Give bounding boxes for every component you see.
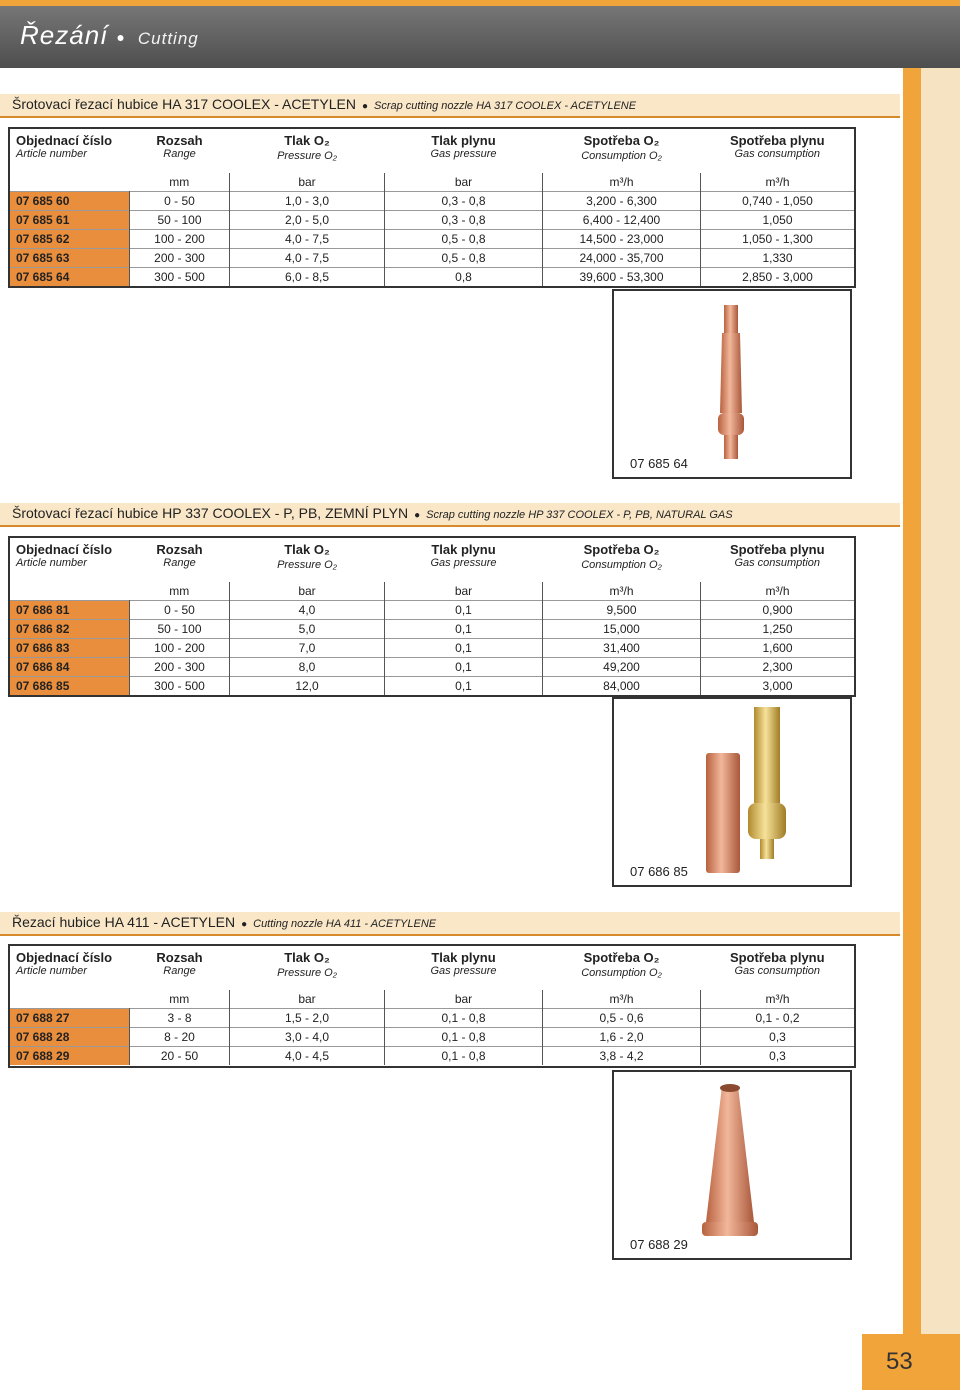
unit-pressure-o2: bar bbox=[230, 173, 385, 192]
unit-pressure-o2: bar bbox=[230, 990, 385, 1009]
cell-range: 0 - 50 bbox=[130, 192, 230, 211]
product-image-label: 07 686 85 bbox=[630, 864, 688, 879]
bullet-icon: ● bbox=[361, 101, 368, 112]
unit-pressure-o2: bar bbox=[230, 582, 385, 601]
cell-consumption-o2: 3,200 - 6,300 bbox=[543, 192, 701, 211]
section-title bbox=[0, 94, 900, 118]
unit-gas-consumption: m³/h bbox=[765, 584, 790, 598]
cell-gas-pressure: 0,1 bbox=[385, 601, 543, 620]
table-row bbox=[10, 249, 854, 268]
nozzle-base bbox=[724, 435, 738, 459]
page-number-tab bbox=[862, 1334, 960, 1390]
cell-gas-pressure: 0,1 - 0,8 bbox=[385, 1028, 543, 1047]
col-header-pressure-o2-en: Pressure O₂ bbox=[277, 967, 337, 979]
cell-article-number: 07 688 27 bbox=[10, 1009, 130, 1028]
table-row bbox=[10, 192, 854, 211]
bullet-icon: ● bbox=[414, 510, 421, 521]
cell-gas-consumption: 3,000 bbox=[701, 677, 855, 696]
table-row bbox=[10, 268, 854, 287]
col-header-article-en: Article number bbox=[16, 557, 87, 569]
cell-gas-consumption: 1,050 bbox=[701, 211, 855, 230]
cell-range: 0 - 50 bbox=[130, 601, 230, 620]
cell-consumption-o2: 31,400 bbox=[543, 639, 701, 658]
cell-article-number: 07 686 85 bbox=[10, 677, 130, 696]
unit-gas-pressure: bar bbox=[385, 582, 543, 601]
unit-range: mm bbox=[130, 990, 230, 1009]
col-header-gas-consumption-en: Gas consumption bbox=[734, 557, 821, 569]
col-header-article: Objednací číslo bbox=[16, 950, 113, 965]
col-header-range: Rozsah bbox=[156, 133, 203, 148]
col-header-article: Objednací číslo bbox=[16, 133, 113, 148]
cell-gas-pressure: 0,1 bbox=[385, 658, 543, 677]
col-header-consumption-o2: Spotřeba O₂ bbox=[583, 542, 660, 557]
section-title-en: Scrap cutting nozzle HA 317 COOLEX - ACETYLENE bbox=[373, 100, 637, 112]
cell-gas-pressure: 0,1 - 0,8 bbox=[385, 1047, 543, 1066]
page-header bbox=[0, 0, 960, 68]
table-row bbox=[10, 639, 854, 658]
section-title-en: Cutting nozzle HA 411 - ACETYLENE bbox=[253, 918, 437, 930]
cell-pressure-o2: 4,0 - 7,5 bbox=[230, 249, 385, 268]
cell-gas-pressure: 0,1 bbox=[385, 677, 543, 696]
cell-range: 100 - 200 bbox=[130, 639, 230, 658]
cell-article-number: 07 686 84 bbox=[10, 658, 130, 677]
col-header-gas-consumption: Spotřeba plynu bbox=[729, 133, 825, 148]
table-row bbox=[10, 1028, 854, 1047]
cell-gas-consumption: 0,900 bbox=[701, 601, 855, 620]
cell-pressure-o2: 4,0 bbox=[230, 601, 385, 620]
cell-pressure-o2: 4,0 - 4,5 bbox=[230, 1047, 385, 1066]
nozzle-cone bbox=[706, 1086, 754, 1222]
cell-article-number: 07 685 60 bbox=[10, 192, 130, 211]
cell-article-number: 07 686 83 bbox=[10, 639, 130, 658]
col-header-range: Rozsah bbox=[156, 950, 203, 965]
col-header-pressure-o2-en: Pressure O₂ bbox=[277, 559, 337, 571]
cell-gas-pressure: 0,1 bbox=[385, 620, 543, 639]
cell-range: 300 - 500 bbox=[130, 677, 230, 696]
cell-article-number: 07 688 29 bbox=[10, 1047, 130, 1066]
nozzle-image bbox=[614, 291, 850, 477]
cell-consumption-o2: 39,600 - 53,300 bbox=[543, 268, 701, 287]
cell-range: 200 - 300 bbox=[130, 249, 230, 268]
table-row bbox=[10, 601, 854, 620]
col-header-consumption-o2-en: Consumption O₂ bbox=[581, 967, 662, 979]
header-subtitle-en: Cutting bbox=[137, 29, 199, 48]
col-header-gas-consumption-en: Gas consumption bbox=[734, 148, 821, 160]
col-header-gas-pressure-en: Gas pressure bbox=[430, 557, 497, 569]
nozzle-copper bbox=[706, 753, 740, 873]
col-header-pressure-o2: Tlak O₂ bbox=[284, 950, 330, 965]
cell-pressure-o2: 12,0 bbox=[230, 677, 385, 696]
col-header-gas-consumption: Spotřeba plynu bbox=[729, 950, 825, 965]
col-header-range-en: Range bbox=[163, 965, 196, 977]
product-image-box bbox=[612, 1070, 852, 1260]
table-row bbox=[10, 211, 854, 230]
col-header-gas-consumption: Spotřeba plynu bbox=[729, 542, 825, 557]
col-header-consumption-o2: Spotřeba O₂ bbox=[583, 133, 660, 148]
cell-consumption-o2: 6,400 - 12,400 bbox=[543, 211, 701, 230]
cell-article-number: 07 685 64 bbox=[10, 268, 130, 287]
nozzle-body bbox=[720, 333, 742, 413]
nozzle-tip-holes bbox=[720, 1084, 740, 1092]
cell-gas-pressure: 0,1 - 0,8 bbox=[385, 1009, 543, 1028]
header-title-cz: Řezání bbox=[20, 20, 109, 50]
nozzle-brass-fins bbox=[754, 707, 780, 803]
product-image-label: 07 688 29 bbox=[630, 1237, 688, 1252]
cell-article-number: 07 688 28 bbox=[10, 1028, 130, 1047]
nozzle-base-ring bbox=[702, 1222, 758, 1236]
cell-gas-consumption: 1,330 bbox=[701, 249, 855, 268]
cell-consumption-o2: 49,200 bbox=[543, 658, 701, 677]
cell-pressure-o2: 1,5 - 2,0 bbox=[230, 1009, 385, 1028]
table-row bbox=[10, 620, 854, 639]
table-row bbox=[10, 1047, 854, 1066]
cell-consumption-o2: 14,500 - 23,000 bbox=[543, 230, 701, 249]
table-row bbox=[10, 658, 854, 677]
cell-consumption-o2: 3,8 - 4,2 bbox=[543, 1047, 701, 1066]
col-header-range: Rozsah bbox=[156, 542, 203, 557]
cell-range: 100 - 200 bbox=[130, 230, 230, 249]
cell-article-number: 07 685 61 bbox=[10, 211, 130, 230]
unit-gas-pressure: bar bbox=[385, 990, 543, 1009]
section-title bbox=[0, 912, 900, 936]
unit-gas-pressure: bar bbox=[385, 173, 543, 192]
cell-pressure-o2: 7,0 bbox=[230, 639, 385, 658]
cell-consumption-o2: 9,500 bbox=[543, 601, 701, 620]
col-header-article: Objednací číslo bbox=[16, 542, 113, 557]
col-header-gas-pressure: Tlak plynu bbox=[431, 542, 496, 557]
product-image-box bbox=[612, 697, 852, 887]
cell-pressure-o2: 2,0 - 5,0 bbox=[230, 211, 385, 230]
section-title-cz: Šrotovací řezací hubice HA 317 COOLEX - ACETYLEN bbox=[12, 96, 356, 112]
product-image-label: 07 685 64 bbox=[630, 456, 688, 471]
cell-pressure-o2: 3,0 - 4,0 bbox=[230, 1028, 385, 1047]
cell-range: 50 - 100 bbox=[130, 620, 230, 639]
col-header-article-en: Article number bbox=[16, 965, 87, 977]
page-number: 53 bbox=[886, 1348, 913, 1375]
cell-pressure-o2: 4,0 - 7,5 bbox=[230, 230, 385, 249]
nozzle-brass-collar bbox=[748, 803, 786, 839]
col-header-consumption-o2-en: Consumption O₂ bbox=[581, 150, 662, 162]
cell-gas-consumption: 1,250 bbox=[701, 620, 855, 639]
table-row bbox=[10, 1009, 854, 1028]
cell-gas-consumption: 2,300 bbox=[701, 658, 855, 677]
cell-pressure-o2: 6,0 - 8,5 bbox=[230, 268, 385, 287]
cell-gas-consumption: 0,3 bbox=[701, 1047, 855, 1066]
header-title bbox=[20, 20, 199, 51]
cell-gas-pressure: 0,8 bbox=[385, 268, 543, 287]
cell-article-number: 07 685 62 bbox=[10, 230, 130, 249]
unit-gas-consumption: m³/h bbox=[765, 992, 790, 1006]
unit-range: mm bbox=[130, 173, 230, 192]
cell-consumption-o2: 15,000 bbox=[543, 620, 701, 639]
unit-gas-consumption: m³/h bbox=[765, 175, 790, 189]
col-header-gas-pressure: Tlak plynu bbox=[431, 950, 496, 965]
cell-consumption-o2: 24,000 - 35,700 bbox=[543, 249, 701, 268]
nozzle-image bbox=[614, 1072, 850, 1258]
table-row bbox=[10, 230, 854, 249]
cell-consumption-o2: 84,000 bbox=[543, 677, 701, 696]
cell-gas-consumption: 0,740 - 1,050 bbox=[701, 192, 855, 211]
cell-gas-pressure: 0,5 - 0,8 bbox=[385, 249, 543, 268]
spec-table bbox=[10, 946, 854, 1065]
col-header-pressure-o2: Tlak O₂ bbox=[284, 133, 330, 148]
header-accent-stripe bbox=[0, 0, 960, 6]
cell-gas-pressure: 0,5 - 0,8 bbox=[385, 230, 543, 249]
unit-consumption-o2: m³/h bbox=[543, 990, 701, 1009]
section-title-en: Scrap cutting nozzle HP 337 COOLEX - P, PB, NATURAL GAS bbox=[426, 509, 733, 521]
section-title bbox=[0, 503, 900, 527]
col-header-range-en: Range bbox=[163, 557, 196, 569]
col-header-pressure-o2: Tlak O₂ bbox=[284, 542, 330, 557]
cell-range: 20 - 50 bbox=[130, 1047, 230, 1066]
col-header-pressure-o2-en: Pressure O₂ bbox=[277, 150, 337, 162]
cell-range: 200 - 300 bbox=[130, 658, 230, 677]
unit-consumption-o2: m³/h bbox=[543, 173, 701, 192]
col-header-gas-pressure: Tlak plynu bbox=[431, 133, 496, 148]
cell-gas-consumption: 1,600 bbox=[701, 639, 855, 658]
cell-gas-pressure: 0,3 - 0,8 bbox=[385, 192, 543, 211]
section-title-cz: Řezací hubice HA 411 - ACETYLEN bbox=[12, 914, 236, 930]
nozzle-brass-base bbox=[760, 839, 774, 859]
unit-range: mm bbox=[130, 582, 230, 601]
cell-gas-consumption: 1,050 - 1,300 bbox=[701, 230, 855, 249]
col-header-consumption-o2-en: Consumption O₂ bbox=[581, 559, 662, 571]
spec-table-box bbox=[8, 944, 856, 1068]
side-accent-bar-light bbox=[921, 68, 960, 1390]
col-header-gas-consumption-en: Gas consumption bbox=[734, 965, 821, 977]
spec-table bbox=[10, 129, 854, 286]
cell-gas-pressure: 0,1 bbox=[385, 639, 543, 658]
col-header-gas-pressure-en: Gas pressure bbox=[430, 148, 497, 160]
nozzle-tip bbox=[724, 305, 738, 333]
section-title-cz: Šrotovací řezací hubice HP 337 COOLEX - P, PB, ZEMNÍ PLYN bbox=[12, 505, 409, 521]
cell-pressure-o2: 8,0 bbox=[230, 658, 385, 677]
cell-consumption-o2: 1,6 - 2,0 bbox=[543, 1028, 701, 1047]
unit-consumption-o2: m³/h bbox=[543, 582, 701, 601]
nozzle-collar bbox=[718, 413, 744, 435]
cell-article-number: 07 685 63 bbox=[10, 249, 130, 268]
spec-table-box bbox=[8, 536, 856, 697]
cell-article-number: 07 686 81 bbox=[10, 601, 130, 620]
spec-table bbox=[10, 538, 854, 695]
cell-pressure-o2: 5,0 bbox=[230, 620, 385, 639]
cell-range: 50 - 100 bbox=[130, 211, 230, 230]
cell-consumption-o2: 0,5 - 0,6 bbox=[543, 1009, 701, 1028]
cell-range: 8 - 20 bbox=[130, 1028, 230, 1047]
nozzle-image bbox=[614, 699, 850, 885]
cell-gas-consumption: 0,3 bbox=[701, 1028, 855, 1047]
bullet-icon: ● bbox=[241, 919, 248, 930]
col-header-gas-pressure-en: Gas pressure bbox=[430, 965, 497, 977]
cell-gas-pressure: 0,3 - 0,8 bbox=[385, 211, 543, 230]
bullet-icon: ● bbox=[116, 29, 126, 46]
table-row bbox=[10, 677, 854, 696]
cell-article-number: 07 686 82 bbox=[10, 620, 130, 639]
cell-range: 3 - 8 bbox=[130, 1009, 230, 1028]
spec-table-box bbox=[8, 127, 856, 288]
col-header-range-en: Range bbox=[163, 148, 196, 160]
col-header-article-en: Article number bbox=[16, 148, 87, 160]
product-image-box bbox=[612, 289, 852, 479]
col-header-consumption-o2: Spotřeba O₂ bbox=[583, 950, 660, 965]
side-accent-bar bbox=[903, 68, 921, 1390]
cell-gas-consumption: 2,850 - 3,000 bbox=[701, 268, 855, 287]
cell-range: 300 - 500 bbox=[130, 268, 230, 287]
cell-gas-consumption: 0,1 - 0,2 bbox=[701, 1009, 855, 1028]
cell-pressure-o2: 1,0 - 3,0 bbox=[230, 192, 385, 211]
